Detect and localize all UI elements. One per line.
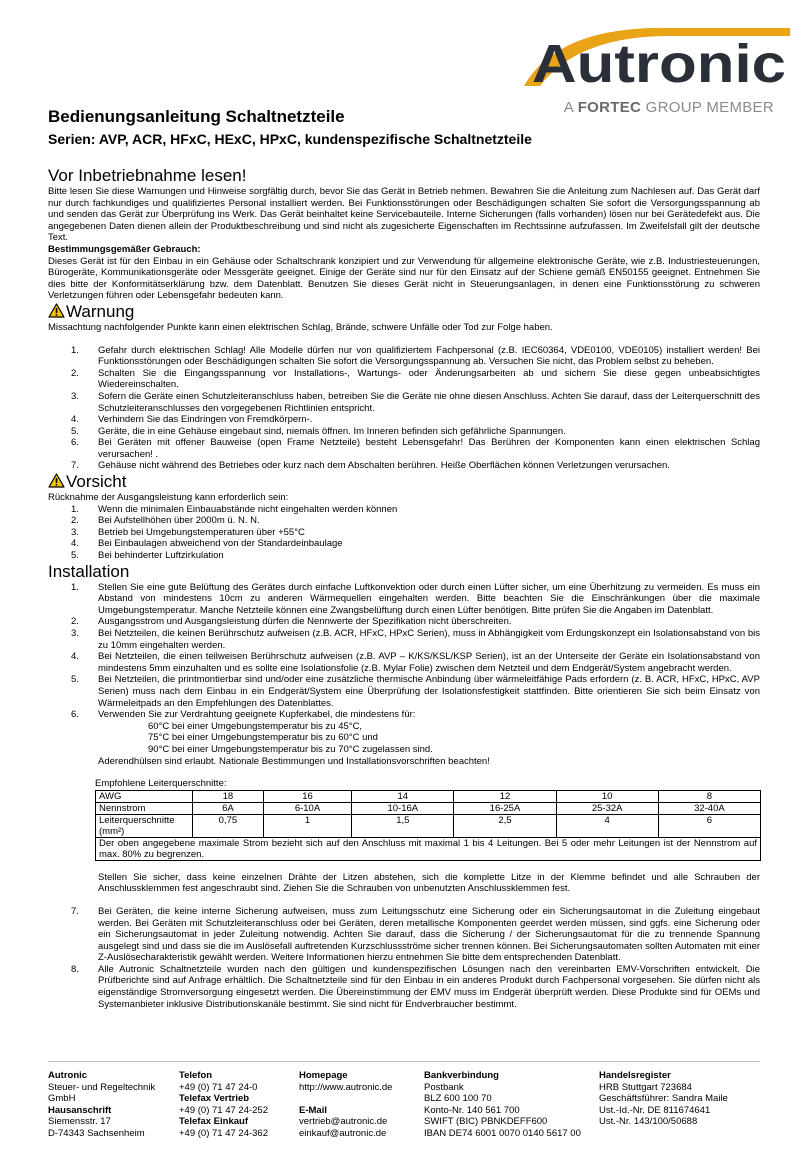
list-item: 3. Betrieb bei Umgebungstemperaturen über +55°C bbox=[71, 526, 305, 538]
footer-web: Homepage http://www.autronic.de E-Mail vertrieb@autronic.de einkauf@autronic.de bbox=[299, 1070, 393, 1139]
warning-heading bbox=[48, 302, 760, 322]
temp-rating-60: 60°C bei einer Umgebungstemperatur bis zu 45°C, bbox=[148, 720, 363, 732]
table-row: Leiterquerschnitte (mm²) 0,75 1 1,5 2,5 4 6 bbox=[96, 814, 761, 837]
list-item: 6. Bei Geräten mit offener Bauweise (open Frame Netzteile) besteht Lebensgefahr! Das Berühren der Komponenten kann einen elektrischen Schlag verursachen! . bbox=[71, 437, 760, 460]
tagline-suffix: GROUP MEMBER bbox=[645, 99, 774, 116]
table-row: Nennstrom 6A 6-10A 10-16A 16-25A 25-32A 32-40A bbox=[96, 802, 761, 814]
warning-icon bbox=[48, 473, 65, 488]
strands-note: Stellen Sie sicher, dass keine einzelnen Drähte der Litzen abstehen, sich die komplette Litze in der Klemme befindet und alle Schrauben der Anschlussklemmen fest angeschraubt sind. Ziehen Sie die Schrauben von unbenutzten Anschlussklemmen fest. bbox=[98, 871, 760, 895]
footer-phone: Telefon +49 (0) 71 47 24-0 Telefax Vertrieb +49 (0) 71 47 24-252 Telefax Einkauf +49 (0) 71 47 24-362 bbox=[179, 1070, 268, 1139]
logo-tagline bbox=[564, 99, 774, 116]
table-row bbox=[96, 837, 761, 860]
logo-wordmark: Autronic bbox=[532, 34, 786, 88]
list-item: 2. Ausgangsstrom und Ausgangsleistung dürfen die Nennwerte der Spezifikation nicht überschreiten. bbox=[71, 616, 512, 628]
installation-list-continued bbox=[48, 906, 760, 1010]
table-note: Der oben angegebene maximale Strom bezieht sich auf den Anschluss mit maximal 1 bis 4 Leitungen. Bei 5 oder mehr Leitungen ist der Nennstrom auf max. 80% zu begrenzen. bbox=[96, 837, 761, 860]
list-item: 5. Bei behinderter Luftzirkulation bbox=[71, 550, 224, 562]
company-logo bbox=[518, 20, 790, 116]
list-item: 2. Schalten Sie die Eingangsspannung vor Installations-, Wartungs- oder Änderungsarbeiten ab und sichern Sie diese gegen unbeabsichtigtes Wiedereinschalten. bbox=[71, 367, 760, 391]
usage-text: Dieses Gerät ist für den Einbau in ein Gehäuse oder Schaltschrank konzipiert und zur Verwendung für allgemeine elektronische Geräte, wie z.B. Industriesteuerungen, Bürogeräte, Kommunikationsgeräte oder Messgeräte geeignet. Einige der Geräte sind nur für den Einsatz auf der Schiene gemäß EN50155 geeignet. Entnehmen Sie dies bitte der Konformitätserklärung bzw. dem Datenblatt. Benutzen Sie dieses Gerät nicht in Steuerungsanlagen, in denen eine Funktionsstörung zu schweren Verletzungen führen oder Lebensgefahr bedeuten kann. bbox=[48, 255, 760, 302]
list-item: 4. Bei Netzteilen, die einen teilweisen Berührschutz aufweisen (z.B. AVP – K/KS/KSL/KSP Serien), ist an der Unterseite der Geräte ein Isolationsabstand von mindestens 5mm einzuhalten und es sollte eine Isolationsfolie (z.B. Mylar Folie) zwischen dem Netzteil und dem Endgerät/System angebracht werden. bbox=[71, 651, 760, 674]
caution-intro: Rücknahme der Ausgangsleistung kann erforderlich sein: bbox=[48, 492, 289, 504]
caution-heading bbox=[48, 472, 760, 492]
intro-heading: Vor Inbetriebnahme lesen! bbox=[48, 166, 247, 185]
installation-heading: Installation bbox=[48, 561, 130, 581]
list-item: 1. Wenn die minimalen Einbauabstände nicht eingehalten werden können bbox=[71, 503, 398, 515]
list-item: 7. Gehäuse nicht während des Betriebes oder kurz nach dem Abschalten berühren. Heiße Oberflächen können Verletzungen verursachen. bbox=[71, 460, 670, 472]
table-row: AWG 18 16 14 12 10 8 bbox=[96, 790, 761, 802]
list-item: 1. Stellen Sie eine gute Belüftung des Gerätes durch einfache Luftkonvektion oder durch einen Lüfter sicher, um eine Überhitzung zu vermeiden. Es muss ein Abstand von mindestens 10cm zu anderen Wärmequellen eingehalten werden. Bitte beachten Sie die Einschränkungen über die maximale Umgebungstemperatur. Manche Netzteile können eine Zwangsbelüftung durch einen Lüfter benötigen. Bitte prüfen Sie die Angaben im Datenblatt. bbox=[71, 581, 760, 616]
list-item: 8. Alle Autronic Schaltnetzteile wurden nach den gültigen und kundenspezifischen Lösungen nach den vereinbarten EMV-Vorschriften entwickelt. Die Prüfberichte sind auf Anfrage erhältlich. Die Schaltnetzteile sind für den Einbau in ein anderes Produkt durch Fachpersonal vorgesehen. Sie dürfen nicht als eigenständige Stromversorgung eingesetzt werden. Die Übereinstimmung der EMV muss im Endgerät überprüft werden. Diese Produkte sind für OEMs und Systemanbieter inklusive Distributionskanäle bestimmt. Sie sind nicht für Endverbraucher bestimmt. bbox=[71, 963, 760, 1010]
list-item: 2. Bei Aufstellhöhen über 2000m ü. N. N. bbox=[71, 515, 260, 527]
document-subtitle: Serien: AVP, ACR, HFxC, HExC, HPxC, kundenspezifische Schaltnetzteile bbox=[48, 131, 532, 147]
warning-list bbox=[48, 345, 760, 473]
tagline-prefix: A bbox=[563, 99, 574, 116]
warning-heading-text: Warnung bbox=[66, 301, 135, 321]
warning-icon bbox=[48, 303, 65, 318]
list-item: 6. Verwenden Sie zur Verdrahtung geeignete Kupferkabel, die mindestens für: bbox=[71, 709, 416, 721]
sales-email-link[interactable]: vertrieb@autronic.de bbox=[299, 1116, 388, 1128]
document-title: Bedienungsanleitung Schaltnetzteile bbox=[48, 107, 345, 126]
footer-company: Autronic Steuer- und Regeltechnik GmbH Hausanschrift Siemensstr. 17 D-74343 Sachsenheim bbox=[48, 1070, 156, 1139]
intro-text: Bitte lesen Sie diese Warnungen und Hinweise sorgfältig durch, bevor Sie das Gerät in Betrieb nehmen. Bewahren Sie die Anleitung zum Nachlesen auf. Das Gerät darf nur durch fachkundiges und qualifiziertes Personal installiert werden. Bei Funktionsstörungen oder Beschädigungen schalten Sie sofort die Versorgungsspannung ab und senden das Gerät zur Überprüfung ins Werk. Das Gerät beinhaltet keine Servicebauteile. Interne Sicherungen (falls vorhanden) lösen nur bei Gerätedefekt aus. Die angegebenen Daten dienen allein der Produktbeschreibung und sind nicht als zugesicherte Eigenschaften im Rechtssinne aufzufassen. Im Zweifelsfall gilt der deutsche Text. bbox=[48, 186, 760, 244]
footer-divider bbox=[48, 1061, 760, 1062]
homepage-link[interactable]: http://www.autronic.de bbox=[299, 1081, 393, 1093]
wire-table-caption: Empfohlene Leiterquerschnitte: bbox=[95, 778, 227, 790]
list-item: 3. Sofern die Geräte einen Schutzleiteranschluss haben, betreiben Sie die Geräte nie ohne diesen Anschluss. Achten Sie darauf, dass der Leiterquerschnitt des Schutzleiteranschlusses den vorgegebenen Richtlinien entspricht. bbox=[71, 390, 760, 414]
autronic-logo-mark bbox=[518, 24, 790, 88]
usage-heading: Bestimmungsgemäßer Gebrauch: bbox=[48, 243, 201, 255]
warning-intro: Missachtung nachfolgender Punkte kann einen elektrischen Schlag, Brände, schwere Unfälle oder Tod zur Folge haben. bbox=[48, 321, 553, 333]
tagline-brand: FORTEC bbox=[577, 99, 642, 116]
footer-bank: Bankverbindung Postbank BLZ 600 100 70 Konto-Nr. 140 561 700 SWIFT (BIC) PBNKDEFF600 IBAN DE74 6001 0070 0140 5617 00 bbox=[424, 1070, 581, 1139]
caution-list bbox=[48, 504, 760, 562]
list-item: 5. Geräte, die in eine Gehäuse eingebaut sind, niemals öffnen. Im Inneren befinden sich gefährliche Spannungen. bbox=[71, 425, 566, 437]
list-item: 7. Bei Geräten, die keine interne Sicherung aufweisen, muss zum Leitungsschutz eine Sicherung oder ein Sicherungsautomat in die Zuleitung eingebaut werden. Bei Geräten mit Schutzleiteranschluss oder bei Geräten, deren metallische Komponenten geerdet werden müssen, sind ggfs. eine Sicherung oder ein Sicherungsautomat in jeder Zuleitung notwendig. Achten Sie darauf, dass die Sicherung / der Sicherungsautomat für die zu trennende Spannung ausgelegt sind und dass sie die im Auslösefall auftretenden Kurzschlussströme sicher trennen können. Bei Sicherungsautomaten sollten Automaten mit einer Z-Auslösecharakteristik gewählt werden. Weitere Informationen hierzu entnehmen Sie bitte dem entsprechenden Datenblatt. bbox=[71, 905, 760, 964]
list-item: 4. Bei Einbaulagen abweichend von der Standardeinbaulage bbox=[71, 538, 343, 550]
wire-size-table bbox=[95, 790, 761, 861]
list-item: 3. Bei Netzteilen, die keinen Berührschutz aufweisen (z.B. ACR, HFxC, HPxC Serien), muss in Abhängigkeit vom Erdungskonzept ein Isolationsabstand von bis zu 10mm eingehalten werden. bbox=[71, 628, 760, 651]
installation-list bbox=[48, 582, 760, 721]
temp-rating-90: 90°C bei einer Umgebungstemperatur bis zu 70°C zugelassen sind. bbox=[148, 743, 433, 755]
list-item: 4. Verhindern Sie das Eindringen von Fremdkörpern-. bbox=[71, 414, 313, 426]
document-body bbox=[48, 166, 760, 1010]
temp-rating-75: 75°C bei einer Umgebungstemperatur bis zu 60°C und bbox=[148, 732, 378, 744]
purchasing-email-link[interactable]: einkauf@autronic.de bbox=[299, 1127, 387, 1139]
caution-heading-text: Vorsicht bbox=[66, 472, 127, 492]
list-item: 1. Gefahr durch elektrischen Schlag! Alle Modelle dürfen nur von qualifiziertem Fachpersonal (z.B. IEC60364, VDE0100, VDE0105) installiert werden! Bei Funktionsstörungen oder Beschädigungen schalten Sie sofort die Versorgungsspannung ab. Versuchen Sie nicht, das Problem selbst zu beheben. bbox=[71, 344, 760, 368]
list-item: 5. Bei Netzteilen, die printmontierbar sind und/oder eine zusätzliche thermische Anbindung über wärmeleitfähige Pads erfordern (z. B. ACR, HFxC, HPxC, AVP Serien) muss nach dem Einbau in ein Endgerät/System eine Überprüfung der Isolationsfestigkeit stattfinden. Bitte orientieren Sie sich beim Einsatz von Wärmeleitpads an den Empfehlungen des Datenblattes. bbox=[71, 674, 760, 709]
footer-register: Handelsregister HRB Stuttgart 723684 Geschäftsführer: Sandra Maile Ust.-Id.-Nr. DE 811674641 Ust.-Nr. 143/100/50688 bbox=[599, 1070, 728, 1128]
ferrules-note: Aderendhülsen sind erlaubt. Nationale Bestimmungen und Installationsvorschriften beachten! bbox=[98, 755, 490, 767]
